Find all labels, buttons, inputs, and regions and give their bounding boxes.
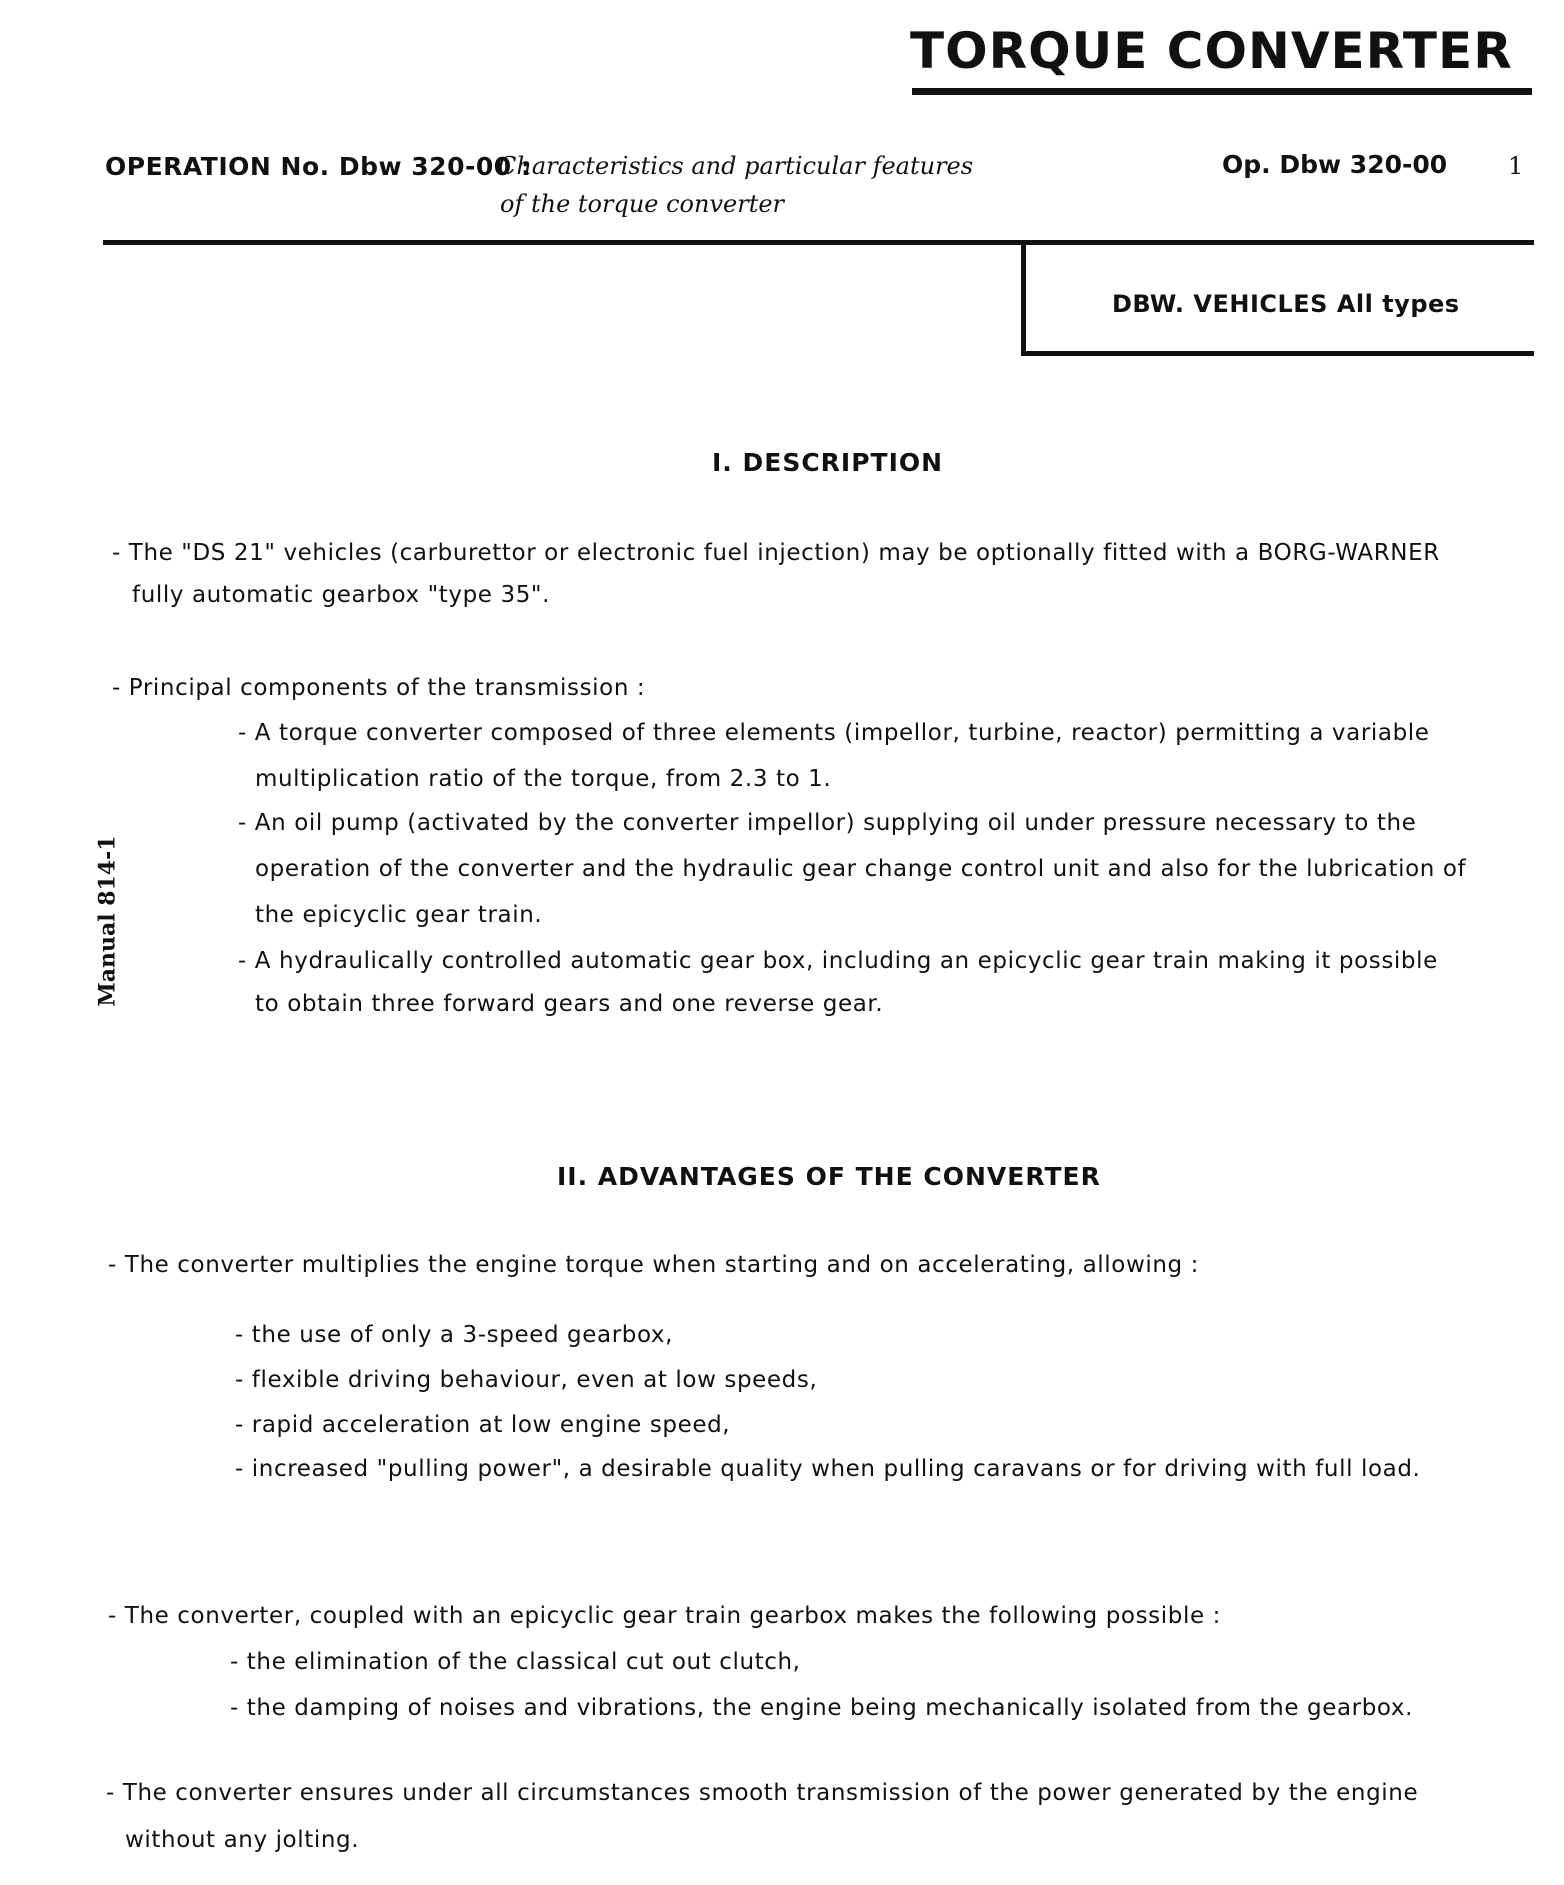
section-heading-advantages: II. ADVANTAGES OF THE CONVERTER (557, 1162, 1101, 1191)
list-item: - the use of only a 3-speed gearbox, (235, 1322, 674, 1348)
operation-number: OPERATION No. Dbw 320-00 : (105, 152, 532, 181)
operation-reference: Op. Dbw 320-00 (1222, 150, 1448, 179)
list-item: - the elimination of the classical cut out clutch, (230, 1649, 801, 1675)
paragraph-line: without any jolting. (125, 1827, 360, 1853)
side-manual-label: Manual 814-1 (94, 835, 121, 1007)
list-item-continued: multiplication ratio of the torque, from 2.3 to 1. (255, 766, 832, 792)
operation-description-line1: Characteristics and particular features (498, 152, 974, 180)
list-item-continued: the epicyclic gear train. (255, 902, 543, 928)
page-title: TORQUE CONVERTER (910, 22, 1513, 80)
list-item: - flexible driving behaviour, even at low speeds, (235, 1367, 818, 1393)
operation-description-line2: of the torque converter (500, 190, 785, 218)
paragraph-line: - The converter, coupled with an epicyclic gear train gearbox makes the following possible : (108, 1603, 1221, 1629)
vehicles-label: DBW. VEHICLES All types (1112, 290, 1460, 318)
list-item-continued: operation of the converter and the hydraulic gear change control unit and also for the lubrication of (255, 856, 1467, 882)
list-item: - increased "pulling power", a desirable quality when pulling caravans or for driving with full load. (235, 1456, 1421, 1482)
list-item: - rapid acceleration at low engine speed, (235, 1412, 731, 1438)
section-heading-description: I. DESCRIPTION (712, 448, 944, 477)
paragraph-line: fully automatic gearbox "type 35". (132, 582, 551, 608)
list-item-continued: to obtain three forward gears and one reverse gear. (255, 991, 884, 1017)
paragraph-line: - Principal components of the transmission : (112, 675, 646, 701)
paragraph-line: - The converter ensures under all circumstances smooth transmission of the power generated by the engine (106, 1780, 1419, 1806)
list-item: - the damping of noises and vibrations, the engine being mechanically isolated from the gearbox. (230, 1695, 1413, 1721)
paragraph-line: - The "DS 21" vehicles (carburettor or electronic fuel injection) may be optionally fitted with a BORG-WARNER (112, 540, 1440, 566)
list-item: - A torque converter composed of three elements (impellor, turbine, reactor) permitting a variable (238, 720, 1430, 746)
page-number: 1 (1508, 152, 1524, 180)
list-item: - An oil pump (activated by the converter impellor) supplying oil under pressure necessary to the (238, 810, 1417, 836)
list-item: - A hydraulically controlled automatic gear box, including an epicyclic gear train making it possible (238, 948, 1438, 974)
paragraph-line: - The converter multiplies the engine torque when starting and on accelerating, allowing : (108, 1252, 1199, 1278)
title-underline (912, 88, 1532, 95)
